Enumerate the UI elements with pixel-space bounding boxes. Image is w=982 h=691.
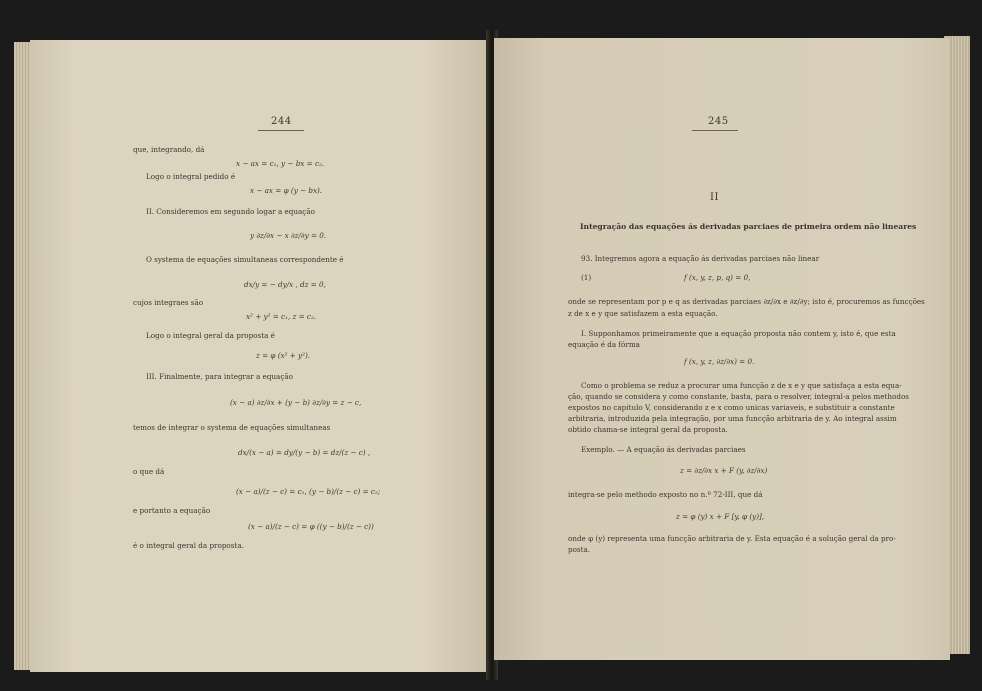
- text-line: arbitraria, introduzida pela integração, por uma funcção arbitraria de y. Ao integral assim: [568, 414, 897, 423]
- text-line: integra-se pelo methodo exposto no n.º 72-III, que dá: [568, 490, 763, 499]
- text-line: 93. Integremos agora a equação ás derivadas parciaes não linear: [581, 254, 820, 263]
- equation: z = ∂z/∂x x + F (y, ∂z/∂x): [680, 466, 768, 475]
- text-line: equação é da fórma: [568, 340, 640, 349]
- right-page: [494, 38, 950, 660]
- equation: y ∂z/∂x − x ∂z/∂y = 0.: [250, 231, 327, 240]
- equation: (x − a)/(z − c) = φ ((y − b)/(z − c)): [248, 522, 374, 531]
- text-line: é o integral geral da proposta.: [133, 541, 244, 550]
- left-header-rule: [258, 130, 304, 131]
- equation: (x − a) ∂z/∂x + (y − b) ∂z/∂y = z − c,: [230, 398, 362, 407]
- equation: f (x, y, z, p, q) = 0,: [684, 273, 751, 282]
- left-page-number: 244: [271, 116, 292, 127]
- section-title: Integração das equações ás derivadas parciaes de primeira ordem não lineares: [580, 222, 917, 231]
- equation: dx/(x − a) = dy/(y − b) = dz/(z − c) ,: [238, 448, 371, 457]
- text-line: cujos integraes são: [133, 298, 204, 307]
- text-line: I. Supponhamos primeiramente que a equação proposta não contem y, isto é, que esta: [581, 329, 896, 338]
- text-line: onde φ (y) representa uma funcção arbitraria de y. Esta equação é a solução geral da pro-: [568, 534, 896, 543]
- chapter-number: II: [710, 192, 719, 203]
- equation-number: (1): [581, 273, 592, 282]
- equation: x − ax = c₁, y − bx = c₂.: [236, 159, 325, 168]
- equation: x² + y² = c₁, z = c₂.: [246, 312, 317, 321]
- text-line: expostos no capitulo V, considerando z e x como unicas variaveis, e substituir a constante: [568, 403, 895, 412]
- text-line: III. Finalmente, para integrar a equação: [146, 372, 293, 381]
- equation: f (x, y, z, ∂z/∂x) = 0.: [684, 357, 755, 366]
- text-line: temos de integrar o systema de equações simultaneas: [133, 423, 331, 432]
- right-header-rule: [692, 130, 738, 131]
- equation: x − ax = φ (y − bx).: [250, 186, 323, 195]
- equation: z = φ (y) x + F [y, φ (y)],: [676, 512, 765, 521]
- text-line: obtido chama-se integral geral da proposta.: [568, 425, 728, 434]
- text-line: II. Consideremos em segundo logar a equação: [146, 207, 315, 216]
- text-line: posta.: [568, 545, 591, 554]
- text-line: e portanto a equação: [133, 506, 211, 515]
- equation: dx/y = − dy/x , dz = 0,: [244, 280, 326, 289]
- text-line: Logo o integral pedido é: [146, 172, 236, 181]
- text-line: z de x e y que satisfazem a esta equação.: [568, 309, 718, 318]
- text-line: onde se representam por p e q as derivadas parciaes ∂z/∂x e ∂z/∂y; isto é, procuremos as funcções: [568, 297, 925, 306]
- text-line: o que dá: [133, 467, 165, 476]
- text-line: Como o problema se reduz a procurar uma funcção z de x e y que satisfaça a esta equa-: [581, 381, 902, 390]
- equation: z = φ (x² + y²).: [256, 351, 311, 360]
- text-line: O systema de equações simultaneas correspondente é: [146, 255, 344, 264]
- text-line: Logo o integral geral da proposta é: [146, 331, 275, 340]
- example-heading: Exemplo. — A equação ás derivadas parciaes: [581, 445, 746, 454]
- equation: (x − a)/(z − c) = c₁, (y − b)/(z − c) = c₂;: [236, 487, 381, 496]
- text-line: que, integrando, dá: [133, 145, 205, 154]
- text-line: ção, quando se considera y como constante, basta, para o resolver, integral-a pelos methodos: [568, 392, 909, 401]
- right-page-number: 245: [708, 116, 729, 127]
